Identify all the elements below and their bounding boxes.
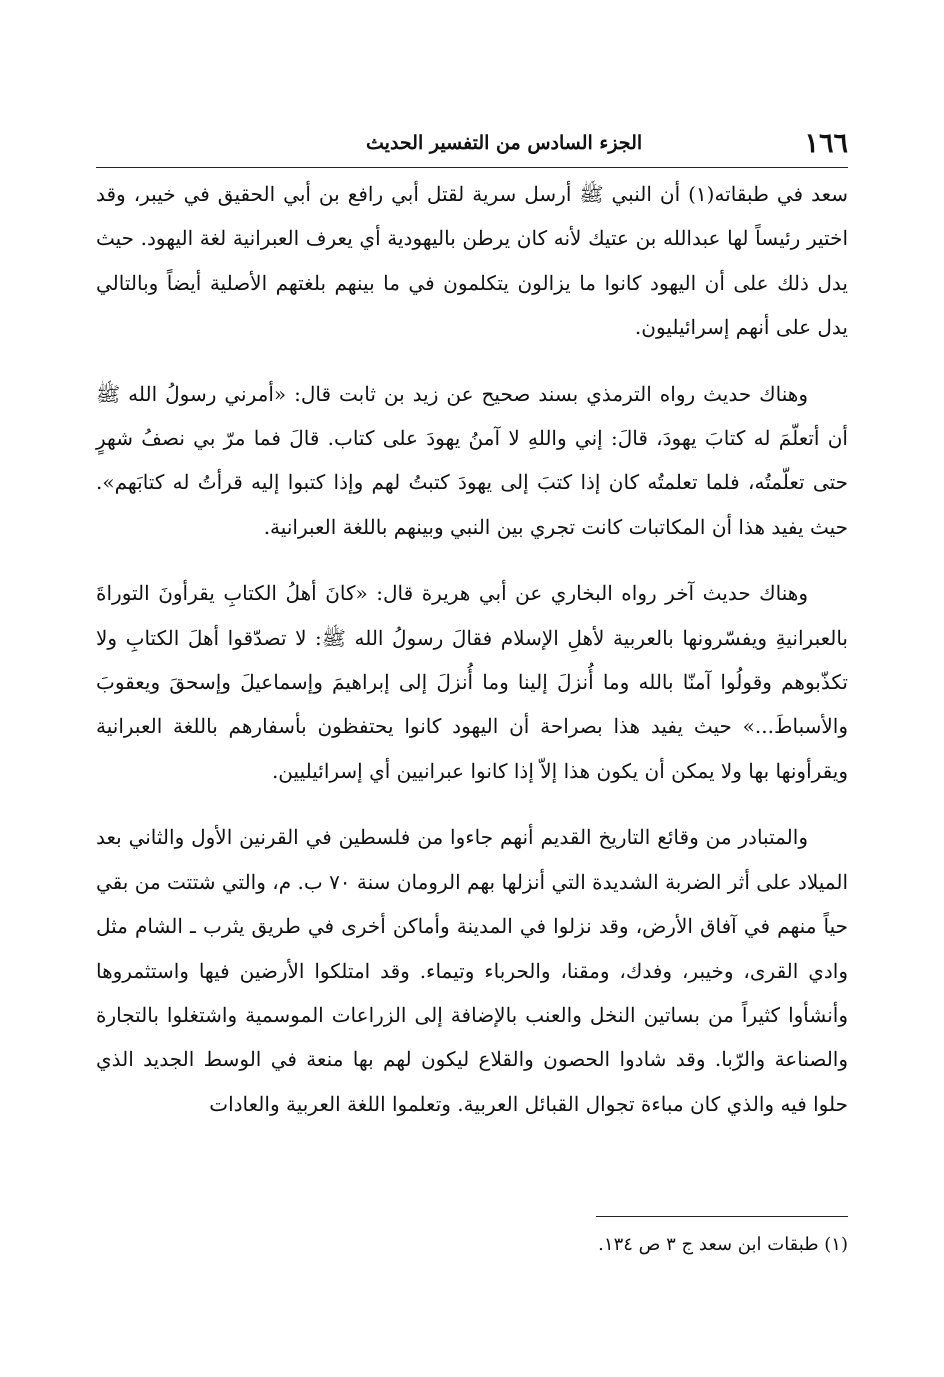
header-rule — [96, 167, 848, 168]
running-head: الجزء السادس من التفسير الحديث — [366, 132, 643, 154]
footnote: (١) طبقات ابن سعد ج ٣ ص ١٣٤. — [598, 1234, 848, 1255]
page-body — [96, 172, 848, 1148]
paragraph-4: والمتبادر من وقائع التاريخ القديم أنهم جاءوا من فلسطين في القرنين الأول والثاني بعد الميلاد على أثر الضربة الشديدة التي أنزلها بهم الرومان سنة ٧٠ ب. م، والتي شتتت من بقي حياً منهم في آفاق الأرض، وقد نزلوا في المدينة وأماكن أخرى في طريق يثرب ـ الشام مثل وادي القرى، وخيبر، وفدك، ومقنا، والحرباء وتيماء. وقد امتلكوا الأرضين فيها واستثمروها وأنشأوا كثيراً من بساتين النخل والعنب بالإضافة إلى الزراعات الموسمية واشتغلوا بالتجارة والصناعة والرّبا. وقد شادوا الحصون والقلاع ليكون لهم بها منعة في الوسط الجديد الذي حلوا فيه والذي كان مباءة تجوال القبائل العربية. وتعلموا اللغة العربية والعادات — [96, 825, 849, 1116]
page-number: ١٦٦ — [804, 128, 848, 159]
page-header — [96, 118, 848, 168]
paragraph-3: وهناك حديث آخر رواه البخاري عن أبي هريرة قال: «كانَ أهلُ الكتابِ يقرأونَ التوراةَ بالعبرانيةِ ويفسّرونها بالعربية لأهلِ الإسلام فقالَ رسولُ الله ﷺ: لا تصدّقوا أهلَ الكتابِ ولا تكذّبوهم وقولُوا آمنّا بالله وما أُنزلَ إلينا وما أُنزلَ إلى إبراهيمَ وإسماعيلَ وإسحقَ ويعقوبَ والأسباطَ...» حيث يفيد هذا بصراحة أن اليهود كانوا يحتفظون بأسفارهم باللغة العبرانية ويقرأونها بها ولا يمكن أن يكون هذا إلاّ إذا كانوا عبرانيين أي إسرائيليين. — [96, 581, 848, 783]
paragraph-1: سعد في طبقاته(١) أن النبي ﷺ أرسل سرية لقتل أبي رافع بن أبي الحقيق في خيبر، وقد اختير رئيساً لها عبدالله بن عتيك لأنه كان يرطن باليهودية أي يعرف العبرانية لغة اليهود. حيث يدل ذلك على أن اليهود كانوا ما يزالون يتكلمون في ما بينهم بلغتهم الأصلية أيضاً وبالتالي يدل على أنهم إسرائيليون. — [96, 182, 848, 340]
footnote-rule — [596, 1216, 848, 1217]
paragraph-2: وهناك حديث رواه الترمذي بسند صحيح عن زيد بن ثابت قال: «أمرني رسولُ الله ﷺ أن أتعلّمَ له كتابَ يهودَ، قالَ: إني واللهِ لا آمنُ يهودَ على كتاب. قالَ فما مرّ بي نصفُ شهرٍ حتى تعلّمتُه، فلما تعلمتُه كان إذا كتبَ إلى يهودَ كتبتُ لهم وإذا كتبوا إليه قرأتُ له كتابَهم». حيث يفيد هذا أن المكاتبات كانت تجري بين النبي وبينهم باللغة العبرانية. — [96, 381, 848, 539]
